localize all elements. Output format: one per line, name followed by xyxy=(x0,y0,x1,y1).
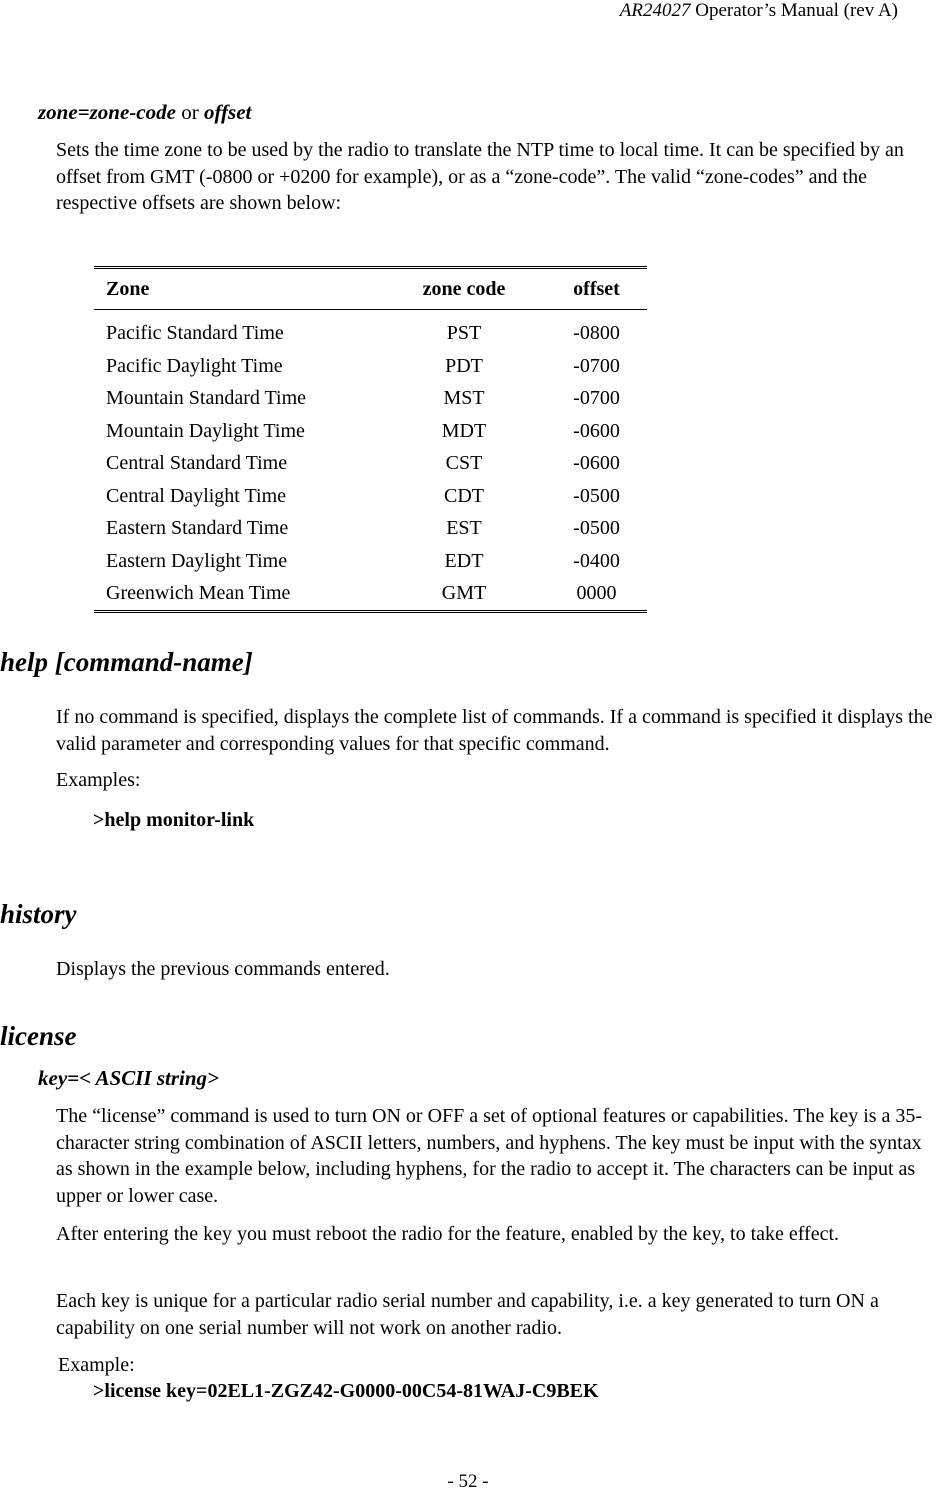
zone-code-cell: EST xyxy=(446,517,482,540)
page-header xyxy=(620,0,898,22)
zone-offset-cell: -0800 xyxy=(573,321,620,344)
table-row xyxy=(94,545,647,578)
table-row xyxy=(94,578,647,612)
zone-name-cell: Mountain Standard Time xyxy=(106,387,307,410)
license-example-label: Example: xyxy=(58,1354,135,1376)
table-row xyxy=(94,448,647,481)
doc-code: AR24027 xyxy=(619,0,691,21)
zone-table-header-offset: offset xyxy=(546,268,647,310)
license-param-name: key=< ASCII string> xyxy=(38,1066,219,1090)
zone-name-cell: Pacific Daylight Time xyxy=(106,354,283,377)
zone-offset-cell: 0000 xyxy=(576,582,617,605)
zone-code-cell: GMT xyxy=(441,582,487,605)
zone-table-header-row xyxy=(94,268,647,310)
doc-title: Operator’s Manual (rev A) xyxy=(695,0,898,21)
license-title: license xyxy=(0,1021,77,1051)
help-example-command: >help monitor-link xyxy=(93,809,255,831)
zone-table-header-code: zone code xyxy=(382,268,546,310)
help-title: help [command-name] xyxy=(0,647,253,677)
zone-code-cell: CST xyxy=(445,452,483,475)
zone-code-cell: PDT xyxy=(445,354,483,377)
help-examples-label: Examples: xyxy=(56,769,141,791)
table-row xyxy=(94,415,647,448)
help-description: If no command is specified, displays the complete list of commands. If a command is specified it displays the valid parameter and corresponding values for that specific command. xyxy=(56,706,933,755)
zone-name-cell: Central Daylight Time xyxy=(106,484,286,507)
zone-param-description: Sets the time zone to be used by the radio to translate the NTP time to local time. It can be specified by an offset from GMT (-0800 or +0200 for example), or as a “zone-code”. The valid “zone-codes” and the respective offsets are shown below: xyxy=(56,139,904,214)
history-title: history xyxy=(0,899,77,929)
table-row xyxy=(94,480,647,513)
zone-table xyxy=(94,266,647,613)
license-paragraph-3: Each key is unique for a particular radio serial number and capability, i.e. a key generated to turn ON a capability on one serial number will not work on another radio. xyxy=(56,1290,879,1339)
zone-name-cell: Mountain Daylight Time xyxy=(106,419,305,442)
zone-offset-cell: -0500 xyxy=(573,484,620,507)
zone-table-header-zone: Zone xyxy=(94,268,382,310)
license-example-command: >license key=02EL1-ZGZ42-G0000-00C54-81WAJ-C9BEK xyxy=(93,1380,599,1402)
table-row xyxy=(94,350,647,383)
license-paragraph-2: After entering the key you must reboot the radio for the feature, enabled by the key, to take effect. xyxy=(56,1223,840,1245)
zone-offset-cell: -0700 xyxy=(573,387,620,410)
zone-offset-cell: -0600 xyxy=(573,419,620,442)
zone-offset-cell: -0500 xyxy=(573,517,620,540)
zone-param-heading xyxy=(38,100,251,124)
zone-name-cell: Greenwich Mean Time xyxy=(106,582,291,605)
zone-code-cell: MST xyxy=(443,387,485,410)
zone-param-name: zone=zone-code xyxy=(38,100,176,124)
zone-code-cell: EDT xyxy=(444,549,484,572)
table-row xyxy=(94,383,647,416)
zone-param-alt: offset xyxy=(203,100,252,124)
zone-code-cell: CDT xyxy=(444,484,484,507)
license-paragraph-1: The “license” command is used to turn ON or OFF a set of optional features or capabilities. The key is a 35-character string combination of ASCII letters, numbers, and hyphens. The key must be input with the syntax as shown in the example below, including hyphens, for the radio to accept it. The characters can be input as upper or lower case. xyxy=(56,1105,923,1207)
zone-code-cell: PST xyxy=(446,321,482,344)
history-description: Displays the previous commands entered. xyxy=(56,958,390,980)
page-number: - 52 - xyxy=(447,1471,489,1492)
zone-offset-cell: -0700 xyxy=(573,354,620,377)
zone-offset-cell: -0400 xyxy=(573,549,620,572)
table-row xyxy=(94,310,647,351)
zone-name-cell: Pacific Standard Time xyxy=(106,321,284,344)
license-param-heading xyxy=(38,1066,219,1090)
zone-offset-cell: -0600 xyxy=(573,452,620,475)
zone-name-cell: Eastern Standard Time xyxy=(106,517,289,540)
zone-code-cell: MDT xyxy=(441,419,487,442)
zone-name-cell: Eastern Daylight Time xyxy=(106,549,288,572)
table-row xyxy=(94,513,647,546)
zone-param-connector: or xyxy=(181,100,199,124)
zone-name-cell: Central Standard Time xyxy=(106,452,288,475)
